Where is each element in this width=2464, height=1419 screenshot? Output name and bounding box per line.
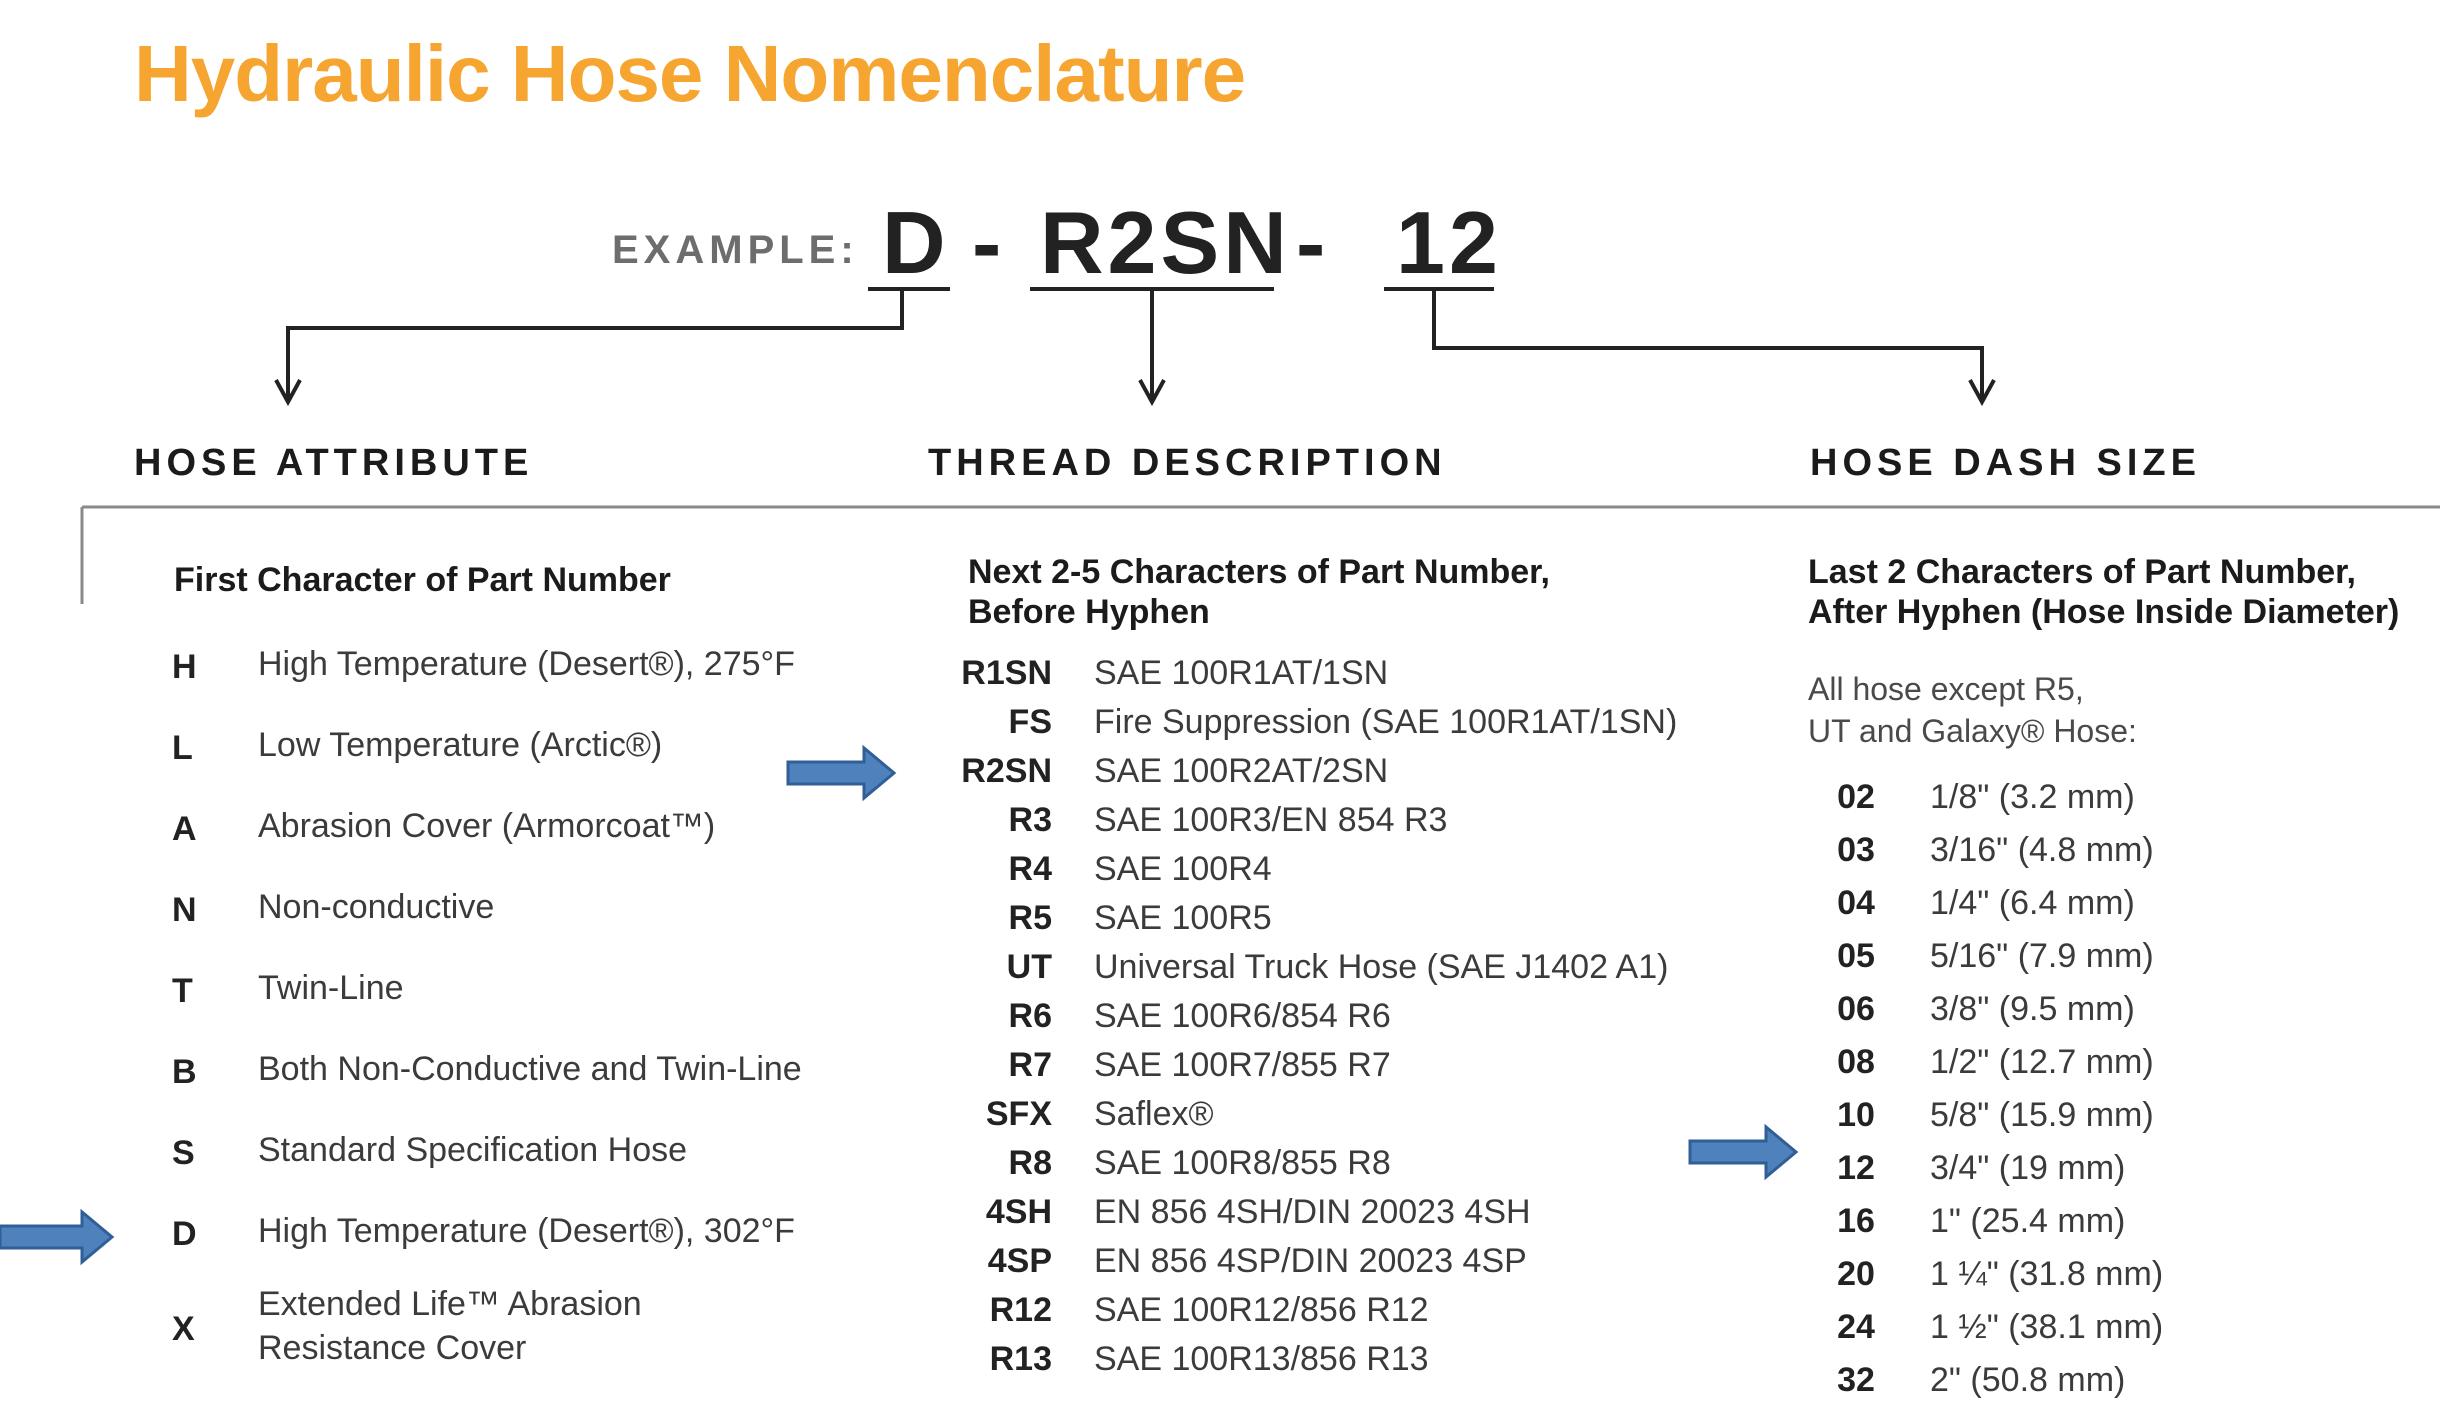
attribute-description: Twin-Line (258, 969, 404, 1007)
attribute-description-line: Extended Life™ Abrasion (258, 1285, 642, 1323)
dash-column-heading-line: After Hyphen (Hose Inside Diameter) (1808, 593, 2400, 631)
thread-description: EN 856 4SP/DIN 20023 4SP (1094, 1242, 1527, 1280)
dash-description: 3/4" (19 mm) (1930, 1149, 2126, 1187)
thread-description: SAE 100R1AT/1SN (1094, 654, 1389, 692)
thread-code: UT (1006, 948, 1052, 986)
thread-column-heading (968, 552, 1550, 632)
attribute-description: High Temperature (Desert®), 302°F (258, 1212, 795, 1250)
dash-code: 12 (1837, 1149, 1875, 1187)
dash-description: 1/8" (3.2 mm) (1930, 778, 2135, 816)
attribute-description: Low Temperature (Arctic®) (258, 726, 663, 764)
dash-description: 1/4" (6.4 mm) (1930, 884, 2135, 922)
attribute-code: X (172, 1310, 195, 1348)
thread-description: SAE 100R13/856 R13 (1094, 1340, 1429, 1378)
thread-description: SAE 100R6/854 R6 (1094, 997, 1391, 1035)
thread-description: SAE 100R2AT/2SN (1094, 752, 1389, 790)
pointer-arrow-icon (788, 748, 894, 798)
dash-description: 5/16" (7.9 mm) (1930, 937, 2154, 975)
thread-code: 4SH (985, 1193, 1052, 1231)
attribute-code: S (172, 1134, 195, 1172)
thread-code: R5 (1008, 899, 1052, 937)
attribute-code: L (172, 729, 193, 767)
dash-size-note (1808, 668, 2137, 752)
attribute-code: B (172, 1053, 197, 1091)
thread-code: R2SN (961, 752, 1052, 790)
attribute-column-heading: First Character of Part Number (174, 561, 671, 599)
thread-code: R13 (989, 1340, 1052, 1378)
thread-description: Saflex® (1094, 1095, 1214, 1133)
dash-code: 16 (1837, 1202, 1875, 1240)
example-code-thread: R2SN (1040, 193, 1291, 292)
dash-description: 1 ¼" (31.8 mm) (1930, 1255, 2164, 1293)
dash-column-heading-line: Last 2 Characters of Part Number, (1808, 553, 2356, 591)
dash-description: 1 ½" (38.1 mm) (1930, 1308, 2164, 1346)
dash-code: 02 (1837, 778, 1875, 816)
attribute-description: Non-conductive (258, 888, 495, 926)
pointer-arrow-icon (1690, 1127, 1796, 1177)
thread-code: 4SP (987, 1242, 1052, 1280)
dash-size-note-line: All hose except R5, (1808, 671, 2084, 707)
connector-dash-size (1434, 291, 1982, 398)
thread-description: SAE 100R4 (1094, 850, 1272, 888)
attribute-description: High Temperature (Desert®), 275°F (258, 645, 795, 683)
thread-description: SAE 100R8/855 R8 (1094, 1144, 1391, 1182)
attribute-code: T (172, 972, 193, 1010)
pointer-arrow-icon (0, 1212, 112, 1262)
section-heading-hose-dash-size: HOSE DASH SIZE (1810, 442, 2201, 484)
thread-description: Fire Suppression (SAE 100R1AT/1SN) (1094, 703, 1678, 741)
dash-column-heading (1808, 552, 2399, 632)
thread-code: R8 (1008, 1144, 1052, 1182)
attribute-description: Standard Specification Hose (258, 1131, 688, 1169)
thread-column-heading-line: Next 2-5 Characters of Part Number, (968, 553, 1550, 591)
dash-code: 04 (1837, 884, 1875, 922)
thread-code: FS (1008, 703, 1052, 741)
thread-code: SFX (985, 1095, 1052, 1133)
thread-code: R4 (1008, 850, 1052, 888)
dash-code: 08 (1837, 1043, 1875, 1081)
page-title: Hydraulic Hose Nomenclature (134, 29, 1246, 118)
dash-description: 2" (50.8 mm) (1930, 1361, 2126, 1399)
example-code-dash-size: 12 (1396, 193, 1502, 292)
section-heading-thread-description: THREAD DESCRIPTION (928, 442, 1447, 484)
connector-attribute (288, 291, 902, 398)
dash-size-note-line: UT and Galaxy® Hose: (1808, 713, 2137, 749)
dash-code: 20 (1837, 1255, 1875, 1293)
attribute-description: Abrasion Cover (Armorcoat™) (258, 807, 716, 845)
dash-description: 3/16" (4.8 mm) (1930, 831, 2154, 869)
attribute-code: D (172, 1215, 197, 1253)
example-separator: - (972, 193, 1006, 292)
attribute-description: Both Non-Conductive and Twin-Line (258, 1050, 802, 1088)
thread-description: SAE 100R12/856 R12 (1094, 1291, 1429, 1329)
dash-code: 05 (1837, 937, 1875, 975)
attribute-code: A (172, 810, 197, 848)
attribute-code: H (172, 648, 197, 686)
thread-code: R12 (989, 1291, 1052, 1329)
dash-description: 3/8" (9.5 mm) (1930, 990, 2135, 1028)
dash-description: 1/2" (12.7 mm) (1930, 1043, 2154, 1081)
example-separator: - (1296, 193, 1330, 292)
dash-code: 32 (1837, 1361, 1875, 1399)
thread-code: R7 (1008, 1046, 1052, 1084)
section-heading-hose-attribute: HOSE ATTRIBUTE (134, 442, 534, 484)
example-code-attribute: D (882, 193, 950, 292)
dash-description: 1" (25.4 mm) (1930, 1202, 2126, 1240)
thread-code: R3 (1008, 801, 1052, 839)
thread-description: SAE 100R5 (1094, 899, 1272, 937)
dash-code: 06 (1837, 990, 1875, 1028)
thread-column-heading-line: Before Hyphen (968, 593, 1210, 631)
attribute-code: N (172, 891, 197, 929)
dash-code: 03 (1837, 831, 1875, 869)
dash-code: 24 (1837, 1308, 1875, 1346)
attribute-description-line: Resistance Cover (258, 1329, 527, 1367)
attribute-description (258, 1282, 642, 1370)
thread-description: SAE 100R7/855 R7 (1094, 1046, 1391, 1084)
example-label: EXAMPLE: (612, 228, 859, 272)
dash-description: 5/8" (15.9 mm) (1930, 1096, 2154, 1134)
thread-code: R1SN (961, 654, 1052, 692)
thread-description: SAE 100R3/EN 854 R3 (1094, 801, 1448, 839)
thread-code: R6 (1008, 997, 1052, 1035)
thread-description: EN 856 4SH/DIN 20023 4SH (1094, 1193, 1531, 1231)
dash-code: 10 (1837, 1096, 1875, 1134)
thread-description: Universal Truck Hose (SAE J1402 A1) (1094, 948, 1669, 986)
